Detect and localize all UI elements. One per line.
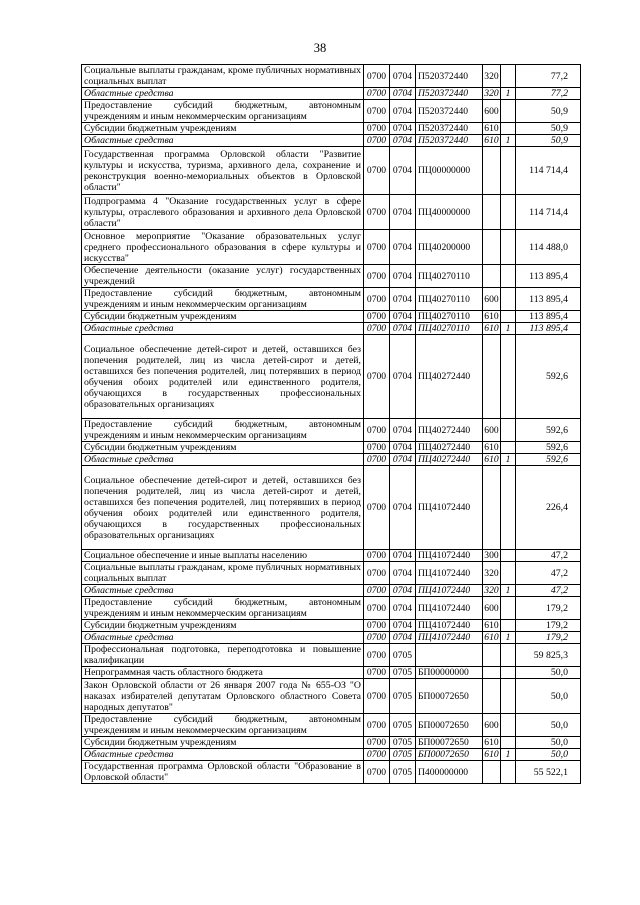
funding-source-code <box>501 761 516 784</box>
amount: 113 895,4 <box>516 311 581 323</box>
amount: 47,2 <box>516 550 581 562</box>
target-article-code: БП00000000 <box>416 667 483 679</box>
funding-source-code <box>501 265 516 288</box>
funding-source-code: 1 <box>501 585 516 597</box>
amount: 113 895,4 <box>516 323 581 335</box>
expense-type-code: 610 <box>484 442 499 453</box>
subsection-code: 0704 <box>390 454 416 466</box>
amount: 50,0 <box>516 667 581 679</box>
subsection-code: 0704 <box>390 335 416 419</box>
subsection-code: 0704 <box>390 135 416 147</box>
target-article-code: ПЦ40200000 <box>416 230 483 265</box>
target-article-code: ПЦ40270110 <box>416 323 483 335</box>
subsection-code: 0704 <box>390 288 416 311</box>
row-name: Областные средства <box>82 454 364 466</box>
row-name: Субсидии бюджетным учреждениям <box>82 620 364 632</box>
row-name: Социальное обеспечение детей-сирот и детей, оставшихся без попечения родителей, лиц из числа детей-сирот и детей, оставшихся без попечения родителей, лиц потерявших в период обучения обоих родителей или единственного родителя, обучающихся в государственных профессиональных образовательных организациях <box>82 466 364 550</box>
amount: 592,6 <box>516 454 581 466</box>
table-row <box>82 88 581 100</box>
table-row <box>82 323 581 335</box>
table-row <box>82 135 581 147</box>
table-row <box>82 230 581 265</box>
expense-type-code <box>483 466 501 550</box>
table-row <box>82 644 581 667</box>
table-row <box>82 195 581 230</box>
subsection-code: 0704 <box>390 265 416 288</box>
table-row <box>82 100 581 123</box>
expense-type-code <box>483 147 501 195</box>
target-article-code: ПЦ41072440 <box>416 585 483 597</box>
expense-type-code <box>483 679 501 714</box>
section-code: 0700 <box>364 597 390 620</box>
table-row <box>82 597 581 620</box>
table-row <box>82 620 581 632</box>
funding-source-code <box>501 65 516 88</box>
section-code: 0700 <box>364 135 390 147</box>
section-code: 0700 <box>364 335 390 419</box>
funding-source-code: 1 <box>501 323 516 335</box>
funding-source-code <box>501 335 516 419</box>
row-name: Предоставление субсидий бюджетным, автономным учреждениям и иным некоммерческим организациям <box>82 714 364 737</box>
target-article-code: БП00072650 <box>416 714 483 737</box>
expense-type-code: 600 <box>483 419 501 442</box>
funding-source-code <box>501 100 516 123</box>
table-row <box>82 679 581 714</box>
section-code: 0700 <box>364 88 390 100</box>
amount: 77,2 <box>516 65 581 88</box>
section-code: 0700 <box>364 195 390 230</box>
expense-type-code <box>483 195 501 230</box>
amount: 47,2 <box>516 562 581 585</box>
target-article-code: П520372440 <box>416 65 483 88</box>
table-row <box>82 311 581 323</box>
funding-source-code <box>501 419 516 442</box>
amount: 592,6 <box>516 442 581 454</box>
amount: 50,9 <box>516 123 581 135</box>
section-code: 0700 <box>364 714 390 737</box>
amount: 50,0 <box>516 737 581 749</box>
funding-source-code <box>501 714 516 737</box>
target-article-code: ПЦ41072440 <box>416 632 483 644</box>
funding-source-code: 1 <box>501 749 516 761</box>
funding-source-code: 1 <box>501 135 516 147</box>
amount: 113 895,4 <box>516 288 581 311</box>
expense-type-code <box>483 644 501 667</box>
section-code: 0700 <box>364 123 390 135</box>
row-name: Социальные выплаты гражданам, кроме публичных нормативных социальных выплат <box>82 562 364 585</box>
target-article-code: ПЦ41072440 <box>416 597 483 620</box>
row-name: Областные средства <box>82 632 364 644</box>
section-code: 0700 <box>364 620 390 632</box>
section-code: 0700 <box>364 667 390 679</box>
expense-type-code: 610 <box>484 311 499 322</box>
table-row <box>82 714 581 737</box>
section-code: 0700 <box>364 644 390 667</box>
subsection-code: 0705 <box>390 737 416 749</box>
amount: 114 488,0 <box>516 230 581 265</box>
expense-type-code: 300 <box>484 550 499 561</box>
budget-table <box>81 64 581 784</box>
subsection-code: 0704 <box>390 195 416 230</box>
amount: 592,6 <box>516 419 581 442</box>
amount: 50,9 <box>516 100 581 123</box>
row-name: Государственная программа Орловской области "Развитие культуры и искусства, туризма, архивного дела, сохранение и реконструкция военно-мемориальных объектов в Орловской области" <box>82 147 364 195</box>
section-code: 0700 <box>364 585 390 597</box>
amount: 113 895,4 <box>516 265 581 288</box>
target-article-code: ПЦ41072440 <box>416 466 483 550</box>
subsection-code: 0704 <box>390 230 416 265</box>
row-name: Субсидии бюджетным учреждениям <box>82 311 364 323</box>
target-article-code: ПЦ40270110 <box>416 265 483 288</box>
funding-source-code <box>501 644 516 667</box>
amount: 179,2 <box>516 597 581 620</box>
row-name: Субсидии бюджетным учреждениям <box>82 123 364 135</box>
row-name: Профессиональная подготовка, переподготовка и повышение квалификации <box>82 644 364 667</box>
expense-type-code: 610 <box>484 749 499 760</box>
funding-source-code <box>501 550 516 562</box>
section-code: 0700 <box>364 454 390 466</box>
subsection-code: 0704 <box>390 632 416 644</box>
target-article-code: П520372440 <box>416 123 483 135</box>
amount: 50,0 <box>516 679 581 714</box>
row-name: Субсидии бюджетным учреждениям <box>82 737 364 749</box>
section-code: 0700 <box>364 761 390 784</box>
target-article-code: ПЦ40272440 <box>416 335 483 419</box>
row-name: Социальные выплаты гражданам, кроме публичных нормативных социальных выплат <box>82 65 364 88</box>
table-row <box>82 454 581 466</box>
table-row <box>82 562 581 585</box>
row-name: Областные средства <box>82 323 364 335</box>
target-article-code: ПЦ00000000 <box>416 147 483 195</box>
section-code: 0700 <box>364 679 390 714</box>
row-name: Предоставление субсидий бюджетным, автономным учреждениям и иным некоммерческим организациям <box>82 597 364 620</box>
target-article-code: П520372440 <box>416 100 483 123</box>
expense-type-code: 320 <box>484 88 499 99</box>
subsection-code: 0704 <box>390 100 416 123</box>
funding-source-code: 1 <box>501 88 516 100</box>
section-code: 0700 <box>364 311 390 323</box>
subsection-code: 0704 <box>390 550 416 562</box>
expense-type-code: 320 <box>484 585 499 596</box>
amount: 50,9 <box>516 135 581 147</box>
expense-type-code: 610 <box>484 737 499 748</box>
funding-source-code <box>501 667 516 679</box>
subsection-code: 0704 <box>390 419 416 442</box>
amount: 59 825,3 <box>516 644 581 667</box>
section-code: 0700 <box>364 288 390 311</box>
section-code: 0700 <box>364 230 390 265</box>
subsection-code: 0704 <box>390 620 416 632</box>
section-code: 0700 <box>364 737 390 749</box>
amount: 114 714,4 <box>516 147 581 195</box>
amount: 50,0 <box>516 714 581 737</box>
subsection-code: 0704 <box>390 585 416 597</box>
amount: 114 714,4 <box>516 195 581 230</box>
section-code: 0700 <box>364 562 390 585</box>
expense-type-code: 600 <box>483 597 501 620</box>
table-row <box>82 737 581 749</box>
section-code: 0700 <box>364 265 390 288</box>
table-row <box>82 65 581 88</box>
subsection-code: 0705 <box>390 667 416 679</box>
target-article-code: БП00072650 <box>416 679 483 714</box>
subsection-code: 0704 <box>390 65 416 88</box>
target-article-code: ПЦ41072440 <box>416 550 483 562</box>
row-name: Областные средства <box>82 585 364 597</box>
target-article-code: БП00072650 <box>416 737 483 749</box>
funding-source-code <box>501 737 516 749</box>
expense-type-code <box>483 230 501 265</box>
table-row <box>82 585 581 597</box>
row-name: Областные средства <box>82 749 364 761</box>
expense-type-code: 600 <box>483 100 501 123</box>
target-article-code: ПЦ40270110 <box>416 311 483 323</box>
table-row <box>82 288 581 311</box>
subsection-code: 0704 <box>390 466 416 550</box>
subsection-code: 0704 <box>390 442 416 454</box>
subsection-code: 0704 <box>390 88 416 100</box>
expense-type-code <box>483 667 501 679</box>
expense-type-code: 600 <box>483 288 501 311</box>
funding-source-code <box>501 230 516 265</box>
section-code: 0700 <box>364 65 390 88</box>
subsection-code: 0704 <box>390 147 416 195</box>
row-name: Социальное обеспечение детей-сирот и детей, оставшихся без попечения родителей, лиц из числа детей-сирот и детей, оставшихся без попечения родителей, лиц потерявших в период обучения обоих родителей или единственного родителя, обучающихся в государственных профессиональных образовательных организациях <box>82 335 364 419</box>
row-name: Субсидии бюджетным учреждениям <box>82 442 364 454</box>
section-code: 0700 <box>364 419 390 442</box>
subsection-code: 0705 <box>390 679 416 714</box>
funding-source-code <box>501 466 516 550</box>
subsection-code: 0705 <box>390 644 416 667</box>
expense-type-code: 600 <box>483 714 501 737</box>
row-name: Обеспечение деятельности (оказание услуг) государственных учреждений <box>82 265 364 288</box>
funding-source-code: 1 <box>501 632 516 644</box>
row-name: Областные средства <box>82 135 364 147</box>
target-article-code: ПЦ40272440 <box>416 454 483 466</box>
funding-source-code <box>501 147 516 195</box>
expense-type-code: 610 <box>484 135 499 146</box>
target-article-code: П400000000 <box>416 761 483 784</box>
target-article-code: ПЦ41072440 <box>416 620 483 632</box>
budget-table-body <box>82 65 581 784</box>
table-row <box>82 749 581 761</box>
amount: 179,2 <box>516 632 581 644</box>
table-row <box>82 632 581 644</box>
target-article-code: ПЦ40270110 <box>416 288 483 311</box>
table-row <box>82 466 581 550</box>
expense-type-code: 320 <box>483 65 501 88</box>
row-name: Закон Орловской области от 26 января 2007 года № 655-ОЗ "О наказах избирателей депутатам Орловского областного Совета народных депутатов" <box>82 679 364 714</box>
section-code: 0700 <box>364 632 390 644</box>
funding-source-code <box>501 620 516 632</box>
row-name: Социальное обеспечение и иные выплаты населению <box>82 550 364 562</box>
table-row <box>82 550 581 562</box>
row-name: Основное мероприятие "Оказание образовательных услуг среднего профессионального образования в сфере культуры и искусства" <box>82 230 364 265</box>
amount: 179,2 <box>516 620 581 632</box>
funding-source-code <box>501 123 516 135</box>
amount: 226,4 <box>516 466 581 550</box>
funding-source-code <box>501 597 516 620</box>
funding-source-code <box>501 442 516 454</box>
target-article-code <box>416 644 483 667</box>
funding-source-code: 1 <box>501 454 516 466</box>
row-name: Государственная программа Орловской области "Образование в Орловской области" <box>82 761 364 784</box>
table-row <box>82 442 581 454</box>
subsection-code: 0704 <box>390 323 416 335</box>
amount: 77,2 <box>516 88 581 100</box>
row-name: Предоставление субсидий бюджетным, автономным учреждениям и иным некоммерческим организациям <box>82 419 364 442</box>
target-article-code: П520372440 <box>416 135 483 147</box>
expense-type-code: 610 <box>484 620 499 631</box>
funding-source-code <box>501 288 516 311</box>
subsection-code: 0704 <box>390 311 416 323</box>
target-article-code: П520372440 <box>416 88 483 100</box>
amount: 50,0 <box>516 749 581 761</box>
section-code: 0700 <box>364 550 390 562</box>
subsection-code: 0704 <box>390 597 416 620</box>
funding-source-code <box>501 195 516 230</box>
subsection-code: 0705 <box>390 761 416 784</box>
target-article-code: БП00072650 <box>416 749 483 761</box>
section-code: 0700 <box>364 100 390 123</box>
subsection-code: 0704 <box>390 562 416 585</box>
row-name: Предоставление субсидий бюджетным, автономным учреждениям и иным некоммерческим организациям <box>82 100 364 123</box>
expense-type-code: 610 <box>484 454 499 465</box>
expense-type-code: 610 <box>484 323 499 334</box>
subsection-code: 0704 <box>390 123 416 135</box>
target-article-code: ПЦ40272440 <box>416 442 483 454</box>
row-name: Подпрограмма 4 "Оказание государственных услуг в сфере культуры, отраслевого образования и архивного дела Орловской области" <box>82 195 364 230</box>
table-row <box>82 667 581 679</box>
section-code: 0700 <box>364 442 390 454</box>
target-article-code: ПЦ41072440 <box>416 562 483 585</box>
section-code: 0700 <box>364 749 390 761</box>
row-name: Областные средства <box>82 88 364 100</box>
row-name: Предоставление субсидий бюджетным, автономным учреждениям и иным некоммерческим организациям <box>82 288 364 311</box>
table-row <box>82 265 581 288</box>
section-code: 0700 <box>364 323 390 335</box>
target-article-code: ПЦ40000000 <box>416 195 483 230</box>
target-article-code: ПЦ40272440 <box>416 419 483 442</box>
amount: 47,2 <box>516 585 581 597</box>
expense-type-code <box>483 265 501 288</box>
table-row <box>82 761 581 784</box>
subsection-code: 0705 <box>390 749 416 761</box>
table-row <box>82 419 581 442</box>
expense-type-code: 320 <box>483 562 501 585</box>
expense-type-code <box>483 335 501 419</box>
row-name: Непрограммная часть областного бюджета <box>82 667 364 679</box>
amount: 592,6 <box>516 335 581 419</box>
section-code: 0700 <box>364 466 390 550</box>
subsection-code: 0705 <box>390 714 416 737</box>
expense-type-code: 610 <box>484 123 499 134</box>
table-row <box>82 147 581 195</box>
page-number: 38 <box>313 41 327 55</box>
funding-source-code <box>501 311 516 323</box>
expense-type-code: 610 <box>484 632 499 643</box>
table-row <box>82 123 581 135</box>
amount: 55 522,1 <box>516 761 581 784</box>
section-code: 0700 <box>364 147 390 195</box>
expense-type-code <box>483 761 501 784</box>
funding-source-code <box>501 679 516 714</box>
funding-source-code <box>501 562 516 585</box>
table-row <box>82 335 581 419</box>
